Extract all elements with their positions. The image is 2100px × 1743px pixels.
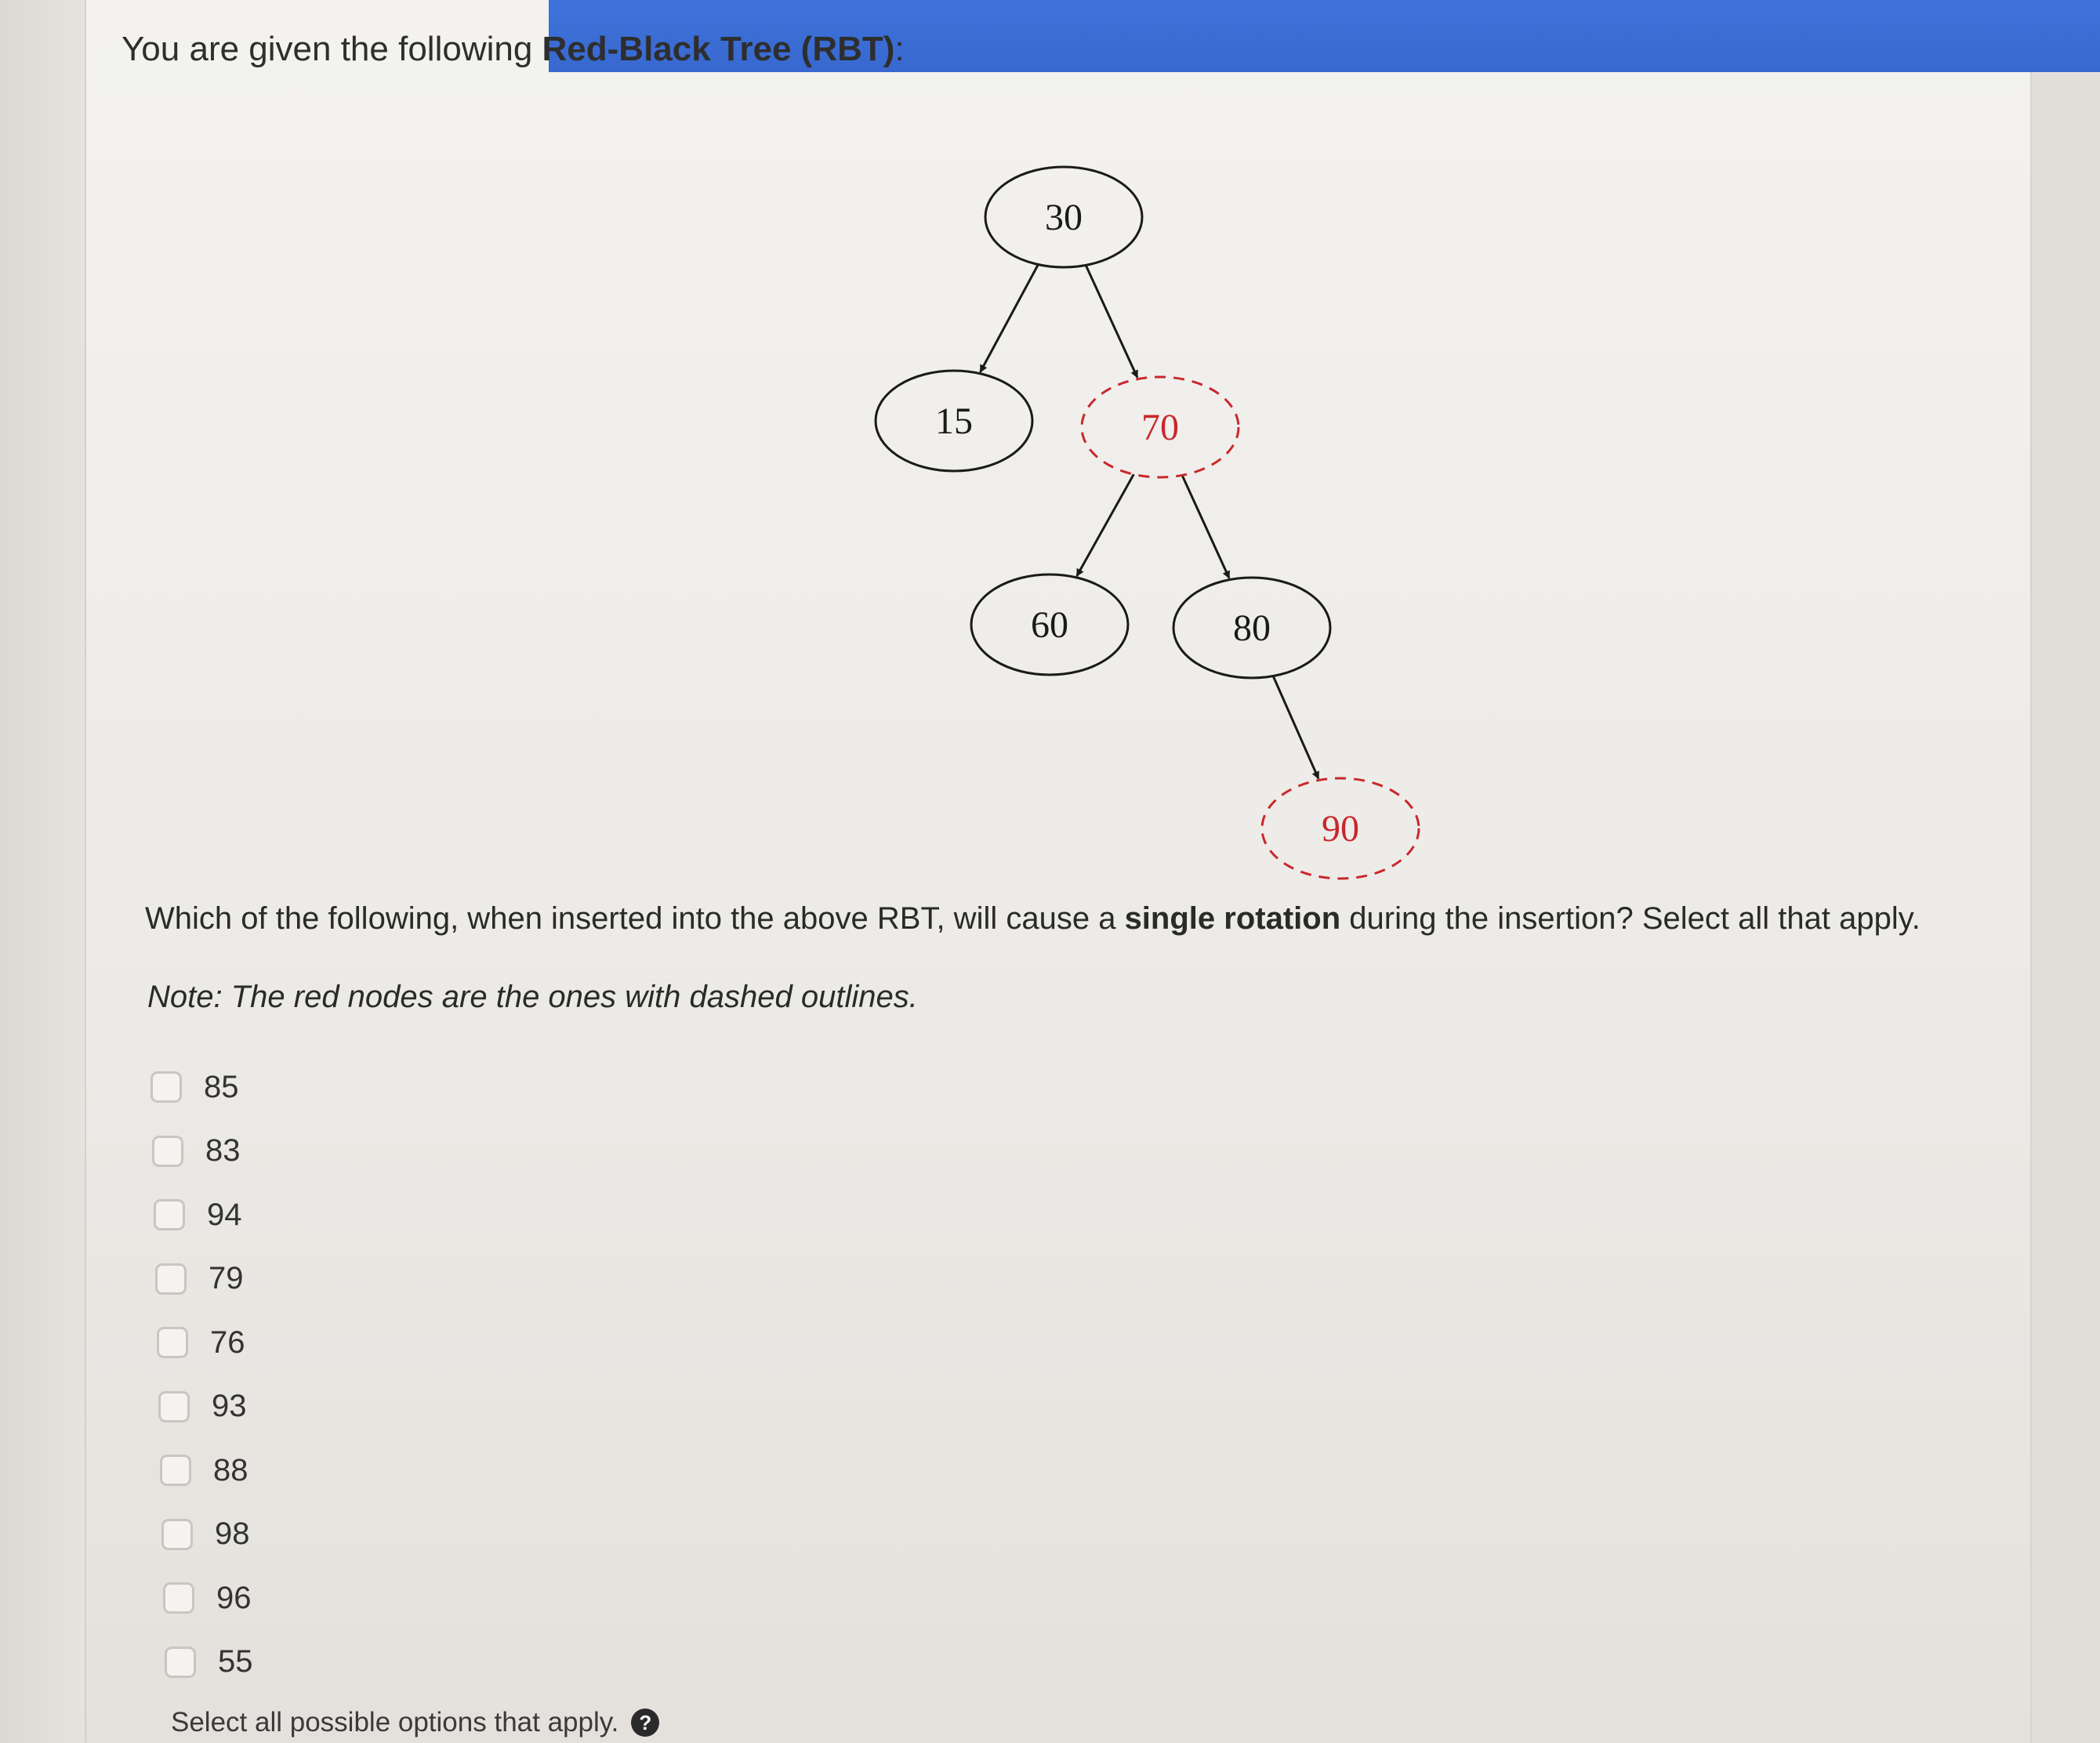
intro-prefix: You are given the following [122, 30, 542, 68]
checkbox-icon[interactable] [163, 1582, 194, 1614]
tree-edges [981, 265, 1318, 779]
checkbox-icon[interactable] [158, 1391, 190, 1422]
option-label: 88 [213, 1452, 248, 1488]
tree-node-15 [876, 371, 1032, 471]
checkbox-icon[interactable] [152, 1136, 183, 1167]
checkbox-icon[interactable] [151, 1071, 182, 1103]
tree-edge-70-60 [1077, 474, 1134, 576]
checkbox-icon[interactable] [165, 1647, 196, 1678]
tree-node-30 [985, 167, 1142, 267]
prompt-bold: single rotation [1124, 901, 1341, 936]
option-label: 98 [215, 1517, 250, 1551]
option-94[interactable] [154, 1194, 242, 1235]
option-label: 93 [212, 1389, 247, 1423]
option-label: 55 [218, 1644, 253, 1679]
option-label: 76 [210, 1324, 245, 1360]
tree-node-80 [1173, 578, 1330, 678]
tree-edge-30-70 [1086, 265, 1137, 377]
tree-node-70 [1082, 377, 1239, 477]
option-96[interactable] [163, 1578, 252, 1618]
checkbox-icon[interactable] [155, 1263, 187, 1295]
option-79[interactable] [155, 1259, 244, 1299]
tree-node-label: 60 [1031, 604, 1068, 646]
option-label: 94 [207, 1197, 242, 1232]
intro-bold: Red-Black Tree (RBT) [542, 30, 895, 68]
option-83[interactable] [152, 1131, 241, 1172]
option-label: 96 [216, 1580, 252, 1615]
tree-node-90 [1262, 778, 1419, 879]
tree-edge-30-15 [981, 265, 1039, 372]
checkbox-icon[interactable] [161, 1519, 193, 1550]
tree-edge-80-90 [1273, 676, 1318, 779]
tree-node-label: 70 [1141, 407, 1179, 448]
question-prompt [145, 901, 1920, 937]
tree-node-label: 30 [1045, 197, 1083, 238]
checkbox-icon[interactable] [157, 1327, 188, 1358]
footer-hint-text: Select all possible options that apply. [171, 1707, 619, 1738]
option-88[interactable] [160, 1450, 248, 1491]
prompt-prefix: Which of the following, when inserted into the above RBT, will cause a [145, 901, 1125, 936]
option-label: 79 [209, 1261, 244, 1295]
tree-node-label: 90 [1322, 808, 1359, 850]
checkbox-icon[interactable] [154, 1199, 185, 1230]
tree-edge-70-80 [1182, 475, 1229, 578]
option-85[interactable] [151, 1067, 239, 1107]
footer-hint [171, 1707, 659, 1738]
prompt-suffix: during the insertion? Select all that apply. [1340, 901, 1920, 936]
tree-node-label: 80 [1233, 607, 1271, 649]
tree-nodes [876, 167, 1419, 879]
help-circle-icon[interactable]: ? [631, 1709, 659, 1737]
option-55[interactable] [165, 1642, 253, 1683]
tree-node-label: 15 [935, 400, 973, 442]
option-93[interactable] [158, 1386, 247, 1427]
checkbox-icon[interactable] [160, 1455, 191, 1486]
tree-node-60 [971, 574, 1128, 675]
option-label: 83 [205, 1133, 241, 1168]
option-76[interactable] [157, 1322, 245, 1363]
option-label: 85 [204, 1069, 239, 1104]
option-98[interactable] [161, 1514, 250, 1555]
question-note: Note: The red nodes are the ones with dashed outlines. [147, 980, 918, 1014]
intro-suffix: : [894, 30, 905, 68]
